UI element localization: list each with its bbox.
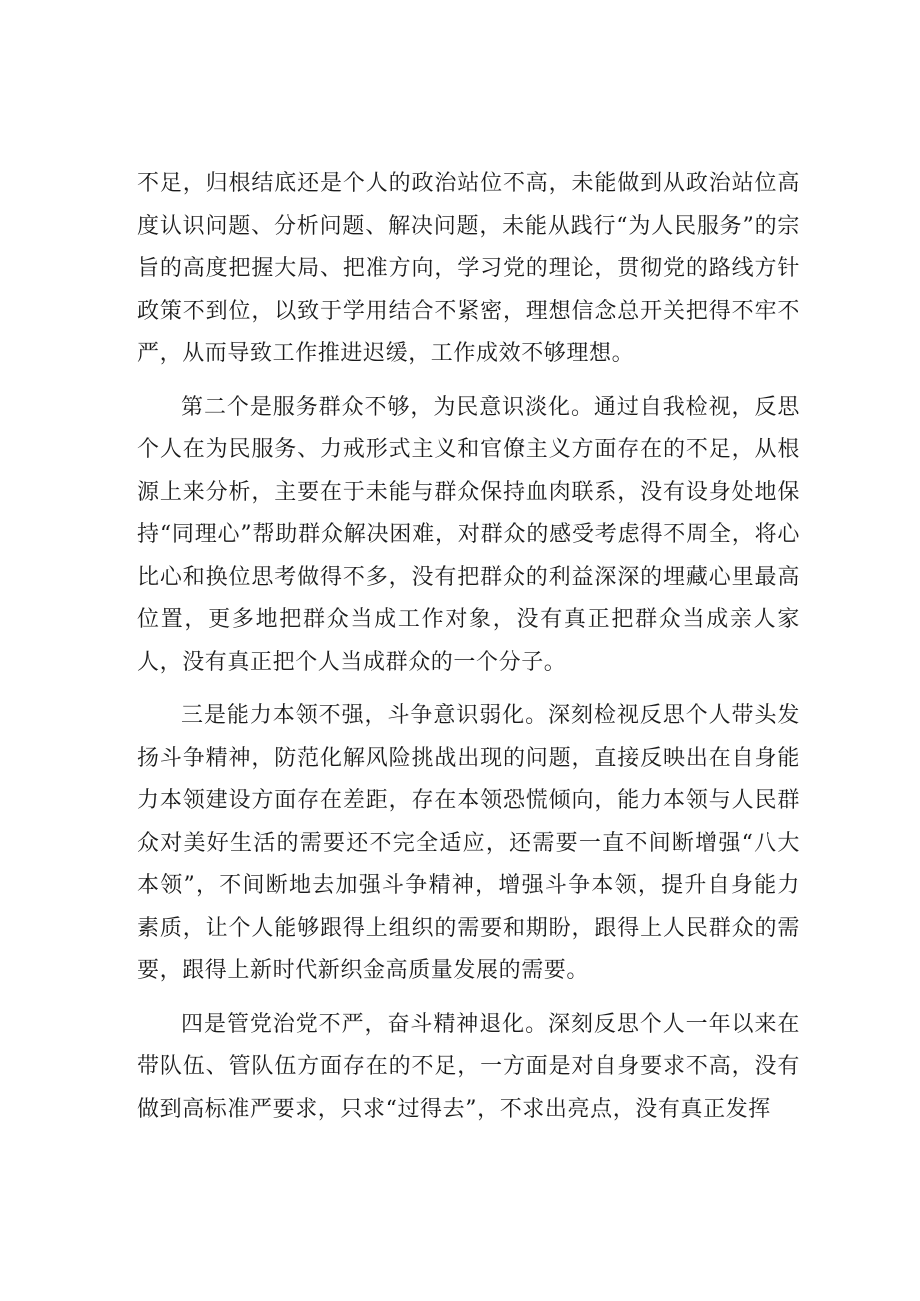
paragraph-party-management: 四是管党治党不严，奋斗精神退化。深刻反思个人一年以来在带队伍、管队伍方面存在的不足，一方面是对自身要求不高，没有做到高标准严要求，只求“过得去”，不求出亮点，没有真正发挥 [137,1011,800,1122]
paragraph-service-to-masses: 第二个是服务群众不够，为民意识淡化。通过自我检视，反思个人在为民服务、力戒形式主义和官僚主义方面存在的不足，从根源上来分析，主要在于未能与群众保持血肉联系，没有设身处地保持“同理心”帮助群众解决困难，对群众的感受考虑得不周全，将心比心和换位思考做得不多，没有把群众的利益深深的埋藏心里最高位置，更多地把群众当成工作对象，没有真正把群众当成亲人家人，没有真正把个人当成群众的一个分子。 [137,394,800,675]
document-body [137,163,800,1142]
paragraph-continuation: 不足，归根结底还是个人的政治站位不高，未能做到从政治站位高度认识问题、分析问题、解决问题，未能从践行“为人民服务”的宗旨的高度把握大局、把准方向，学习党的理论，贯彻党的路线方针政策不到位，以致于学用结合不紧密，理想信念总开关把得不牢不严，从而导致工作推进迟缓，工作成效不够理想。 [137,171,800,366]
paragraph-ability-skills: 三是能力本领不强，斗争意识弱化。深刻检视反思个人带头发扬斗争精神，防范化解风险挑战出现的问题，直接反映出在自身能力本领建设方面存在差距，存在本领恐慌倾向，能力本领与人民群众对美好生活的需要还不完全适应，还需要一直不间断增强“八大本领”，不间断地去加强斗争精神，增强斗争本领，提升自身能力素质，让个人能够跟得上组织的需要和期盼，跟得上人民群众的需要，跟得上新时代新织金高质量发展的需要。 [137,703,800,983]
